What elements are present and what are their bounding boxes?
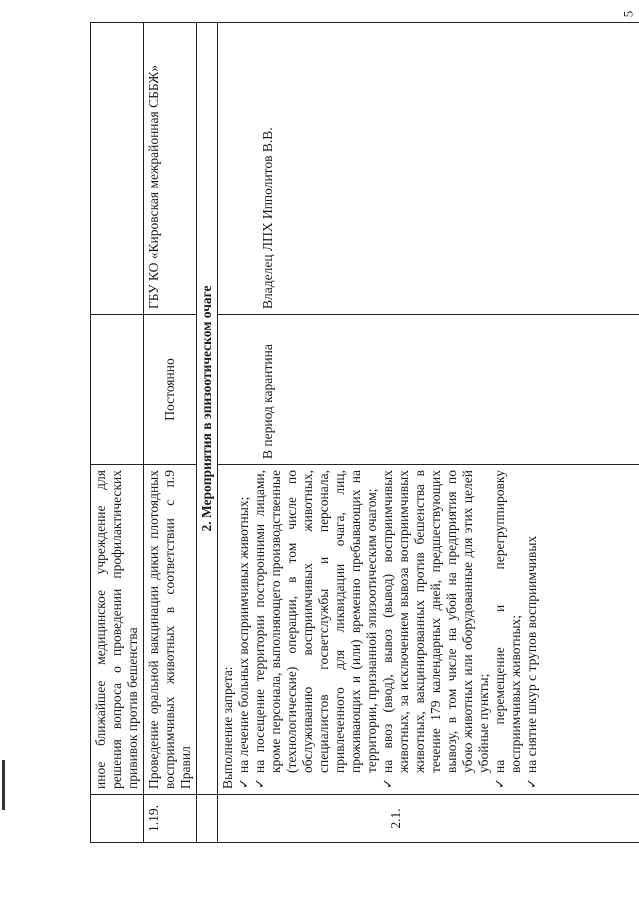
table-row-1-19 <box>144 23 197 843</box>
table-row-previous <box>91 23 144 843</box>
list-item: ✓ на снятие шкур с трупов восприимчивых <box>524 470 540 789</box>
cell-prev-responsible <box>91 23 144 315</box>
term-119-label: Постоянно <box>162 358 177 421</box>
cell-119-term <box>144 315 197 465</box>
section-title: 2. Мероприятия в эпизоотическом очаге <box>197 23 218 795</box>
cell-prev-text: иное ближайшее медицинское учреждение для решения вопроса о проведении профилактических прививок против бешенства <box>91 465 144 795</box>
list-item: ✓ на ввоз (ввод), вывоз (вывод) восприимчивых животных, за исключением вывоза восприимчивых животных, вакцинированных против бешенства в течение 179 календарных дней, предшествующих вывозу, в том числе на убой на предприятия по убою животных или оборудованные для этих целей убойные пункты; <box>380 470 492 789</box>
cell-prev-num <box>91 795 144 843</box>
cell-119-responsible: ГБУ КО «Кировская межрайонная СББЖ» <box>144 23 197 315</box>
responsible-21-label: Владелец ЛПХ Ипполитов В.В. <box>260 127 275 309</box>
list-item: ✓ на перемещение и перегруппировку восприимчивых животных; <box>492 470 524 789</box>
cell-119-num: 1.19. <box>144 795 197 843</box>
cell-21-responsible <box>218 23 639 315</box>
list-item: ✓ на посещение территории посторонними лицами, кроме персонала, выполняющего производственные (технологические) операции, в том числе по обслуживанию восприимчивых животных, специалистов госветслужбы и персонала, привлеченного для ликвидации очага, лиц, проживающих и (или) временно пребывающих на территории, признанной эпизоотическим очагом; <box>252 470 380 789</box>
restriction-list <box>236 470 540 789</box>
rotated-document-table <box>90 23 639 843</box>
cell-21-text <box>218 465 639 795</box>
table-row-2-1 <box>218 23 639 843</box>
cell-21-num: 2.1. <box>218 795 639 843</box>
restriction-intro: Выполнение запрета: <box>220 666 235 789</box>
cell-119-text: Проведение оральной вакцинации диких плотоядных восприимчивых животных в соответствии с п.9 Правил <box>144 465 197 795</box>
cell-21-term <box>218 315 639 465</box>
term-21-label: В период карантина <box>260 344 275 459</box>
scan-edge-mark <box>2 760 5 810</box>
list-item: ✓ на лечение больных восприимчивых животных; <box>236 470 252 789</box>
measures-table <box>90 22 639 843</box>
cell-sec-num <box>197 795 218 843</box>
section-header-row <box>197 23 218 843</box>
page-number: 5 <box>619 10 635 18</box>
cell-prev-term <box>91 315 144 465</box>
